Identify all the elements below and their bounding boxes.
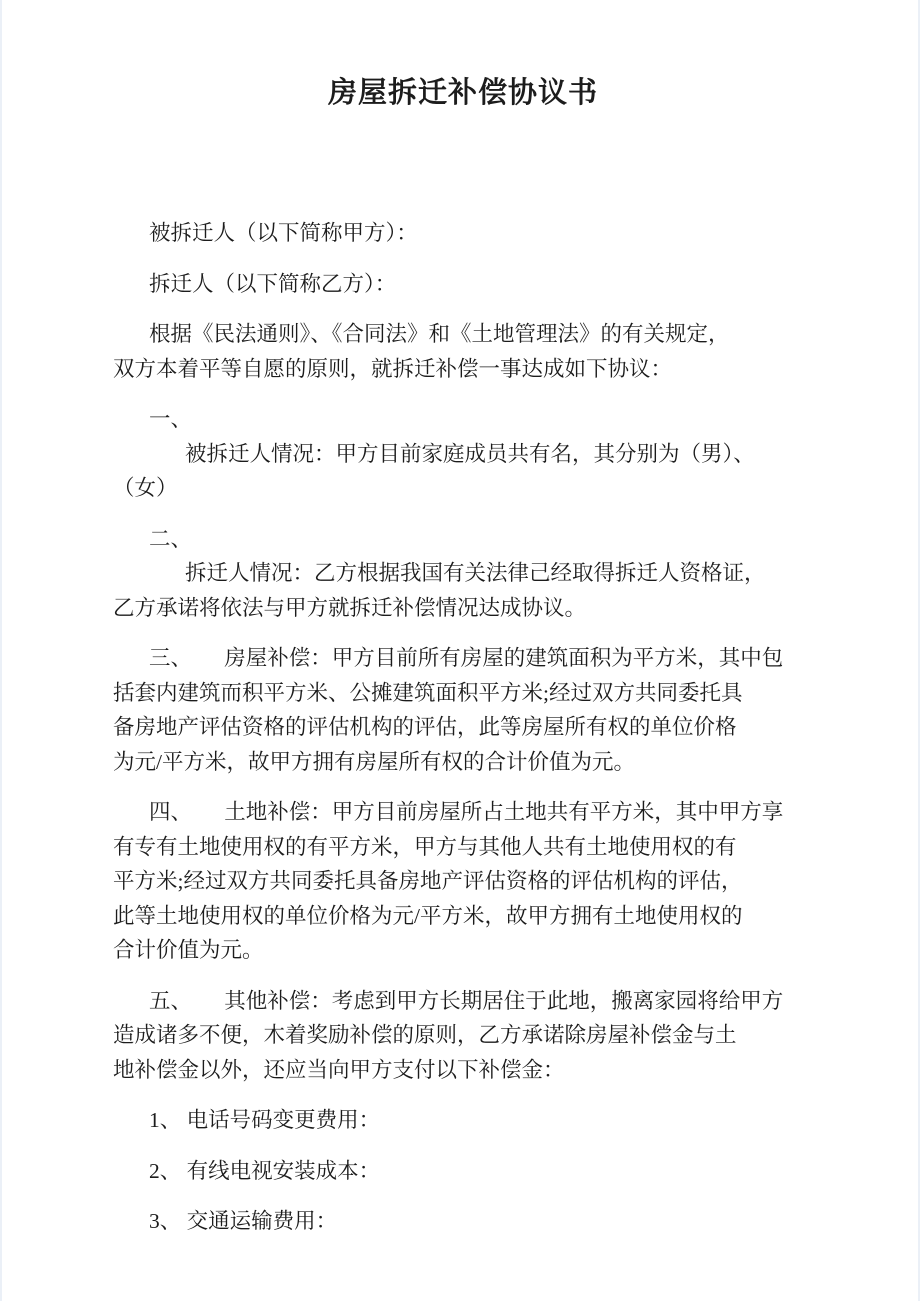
document-line: 2、 有线电视安装成本： xyxy=(149,1158,381,1183)
document-line: 四、 土地补偿：甲方目前房屋所占土地共有平方米，其中甲方享 xyxy=(149,800,784,824)
document-content xyxy=(113,72,813,1239)
document-line: 合计价值为元。 xyxy=(113,938,264,962)
document-line: 为元/平方米，故甲方拥有房屋所有权的合计价值为元。 xyxy=(113,749,635,774)
document-line: 造成诸多不便，木着奖励补偿的原则，乙方承诺除房屋补偿金与土 xyxy=(113,1023,737,1047)
document-line: 二、 xyxy=(149,526,193,551)
document-line: 乙方承诺将依法与甲方就拆迁补偿情况达成协议。 xyxy=(113,595,587,620)
document-line: 拆迁人（以下简称乙方）： xyxy=(149,271,397,296)
document-line: 地补偿金以外，还应当向甲方支付以下补偿金： xyxy=(113,1057,565,1082)
document-line: 备房地产评估资格的评估机构的评估，此等房屋所有权的单位价格 xyxy=(113,715,737,739)
document-line: 根据《民法通则》、《合同法》和《土地管理法》的有关规定， xyxy=(149,322,730,346)
document-line: 3、 交通运输费用： xyxy=(149,1209,338,1233)
document-line: （女） xyxy=(113,476,178,500)
document-line: 双方本着平等自愿的原则，就拆迁补偿一事达成如下协议： xyxy=(113,356,673,381)
document-line: 有专有土地使用权的有平方米，甲方与其他人共有土地使用权的有 xyxy=(113,834,737,859)
document-line: 平方米;经过双方共同委托具备房地产评估资格的评估机构的评估， xyxy=(113,869,743,893)
document-line: 被拆迁人（以下简称甲方）： xyxy=(149,221,418,245)
document-line: 括套内建筑而积平方米、公摊建筑面积平方米;经过双方共同委托具 xyxy=(113,680,743,705)
document-line: 拆迁人情况：乙方根据我国有关法律己经取得拆迁人资格证， xyxy=(185,561,766,585)
page-border-left xyxy=(0,0,2,1301)
document-line: 三、 房屋补偿：甲方目前所有房屋的建筑面积为平方米，其中包 xyxy=(149,646,784,670)
document-line: 五、 其他补偿：考虑到甲方长期居住于此地，搬离家园将给甲方 xyxy=(149,988,784,1013)
document-line: 被拆迁人情况：甲方目前家庭成员共有名，其分别为（男）、 xyxy=(185,441,755,466)
document-line: 此等土地使用权的单位价格为元/平方米，故甲方拥有土地使用权的 xyxy=(113,903,743,928)
document-line: 1、 电话号码变更费用： xyxy=(149,1108,381,1132)
document-title: 房屋拆迁补偿协议书 xyxy=(327,77,598,109)
document-line: 一、 xyxy=(149,407,193,431)
